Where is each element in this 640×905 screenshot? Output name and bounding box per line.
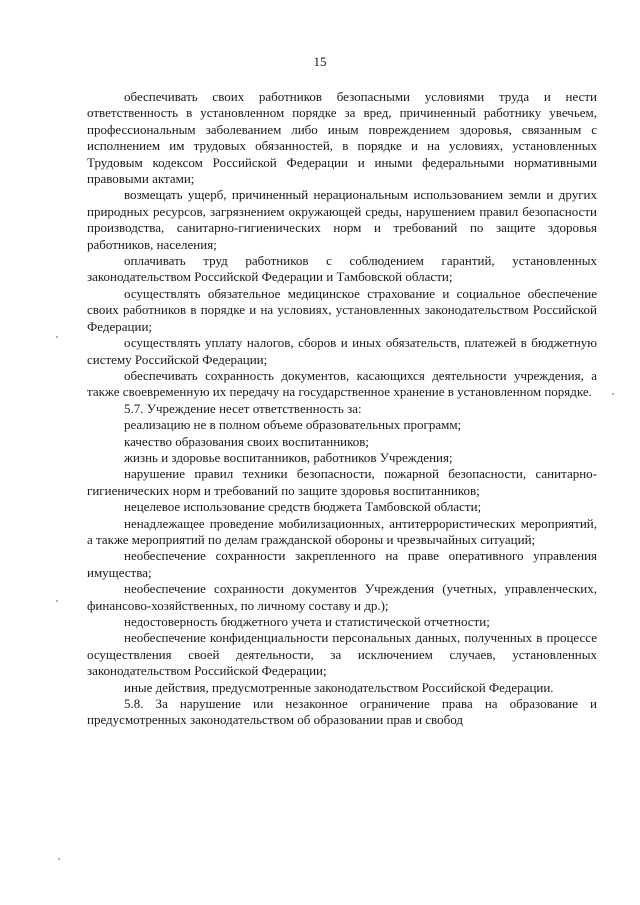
paragraph: нецелевое использование средств бюджета Тамбовской области;	[124, 499, 482, 515]
scan-speck	[56, 600, 58, 602]
paragraph: качество образования своих воспитанников;	[124, 433, 370, 449]
paragraph: обеспечивать своих работников безопасными условиями труда и нести ответственность в установленном порядке за вред, причиненный работнику увечьем, профессиональным заболеванием либо иным повреждением здоровья, связанным с исполнением им трудовых обязанностей, в порядке и на условиях, установленных Трудовым кодексом Российской Федерации и иными федеральными нормативными правовыми актами;	[87, 89, 597, 187]
paragraph: необеспечение сохранности закрепленного на праве оперативного управления имущества;	[87, 548, 597, 580]
scan-speck	[612, 393, 614, 395]
paragraph: осуществлять обязательное медицинское страхование и социальное обеспечение своих работников в порядке и на условиях, установленных законодательством Российской Федерации;	[87, 285, 597, 334]
paragraph: необеспечение конфиденциальности персональных данных, полученных в процессе осуществления своей деятельности, за исключением случаев, установленных законодательством Российской Федерации;	[87, 630, 597, 679]
paragraph: недостоверность бюджетного учета и статистической отчетности;	[124, 614, 490, 629]
scan-speck	[58, 858, 60, 860]
page-number: 15	[313, 54, 327, 69]
section-heading: 5.7. Учреждение несет ответственность за:	[124, 400, 362, 416]
paragraph: иные действия, предусмотренные законодательством Российской Федерации.	[124, 679, 554, 695]
paragraph: нарушение правил техники безопасности, пожарной безопасности, санитарно-гигиенических норм и требований по защите здоровья воспитанников;	[87, 466, 597, 498]
paragraph: ненадлежащее проведение мобилизационных, антитеррористических мероприятий, а также мероприятий по делам гражданской обороны и чрезвычайных ситуаций;	[87, 515, 597, 547]
section-heading: 5.8. За нарушение или незаконное ограничение права на образование и предусмотренных законодательством об образовании прав и свобод	[87, 696, 597, 728]
paragraph: обеспечивать сохранность документов, касающихся деятельности учреждения, а также своевременную их передачу на государственное хранение в установленном порядке.	[87, 367, 597, 400]
paragraph: жизнь и здоровье воспитанников, работников Учреждения;	[124, 449, 453, 465]
paragraph: возмещать ущерб, причиненный нерациональным использованием земли и других природных ресурсов, загрязнением окружающей среды, нарушением правил безопасности производства, санитарно-гигиенических норм и требований по защите здоровья работников, населения;	[87, 187, 597, 252]
scan-speck	[56, 336, 58, 338]
paragraph: осуществлять уплату налогов, сборов и иных обязательств, платежей в бюджетную систему Российской Федерации;	[87, 335, 597, 367]
paragraph: оплачивать труд работников с соблюдением гарантий, установленных законодательством Российской Федерации и Тамбовской области;	[87, 253, 597, 285]
paragraph: реализацию не в полном объеме образовательных программ;	[124, 417, 462, 433]
paragraph: необеспечение сохранности документов Учреждения (учетных, управленческих, финансово-хозяйственных, по личному составу и др.);	[87, 581, 597, 613]
document-body	[87, 89, 597, 729]
